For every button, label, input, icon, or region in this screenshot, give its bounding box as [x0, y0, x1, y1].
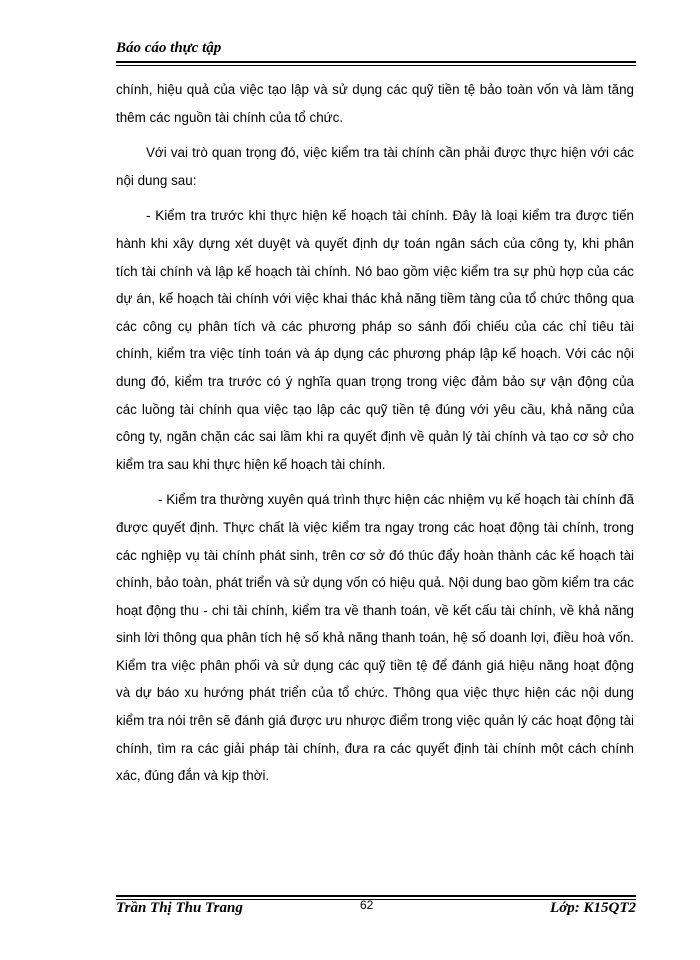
header-rule: [116, 61, 636, 66]
page-header-title: Báo cáo thực tập: [116, 40, 222, 56]
footer-author: Trần Thị Thu Trang: [116, 900, 243, 916]
footer-class-label: Lớp: K15QT2: [550, 900, 636, 916]
paragraph-continuation: chính, hiệu quả của việc tạo lập và sử dụng các quỹ tiền tệ bảo toàn vốn và làm tăng thêm các nguồn tài chính của tổ chức.: [116, 82, 634, 125]
paragraph-pre-check: - Kiểm tra trước khi thực hiện kế hoạch tài chính. Đây là loại kiểm tra được tiến hành khi xây dựng xét duyệt và quyết định dự toán ngân sách của công ty, khi phân tích tài chính và lập kế hoạch tài chính. Nó bao gồm việc kiểm tra sự phù hợp của các dự án, kế hoạch tài chính với việc khai thác khả năng tiềm tàng của tổ chức thông qua các công cụ phân tích và các phương pháp so sánh đối chiếu của các chỉ tiêu tài chính, kiểm tra việc tính toán và áp dụng các phương pháp lập kế hoạch. Với các nội dung đó, kiểm tra trước có ý nghĩa quan trọng trong việc đảm bảo sự vận động của các luồng tài chính qua việc tạo lập các quỹ tiền tệ đúng với yêu cầu, khả năng của công ty, ngăn chặn các sai lầm khi ra quyết định về quản lý tài chính và tạo cơ sở cho kiểm tra sau khi thực hiện kế hoạch tài chính.: [116, 208, 634, 472]
paragraph-intro: Với vai trò quan trọng đó, việc kiểm tra tài chính cần phải được thực hiện với các nội dung sau:: [116, 145, 634, 188]
document-body: [116, 76, 634, 798]
paragraph-regular-check: - Kiểm tra thường xuyên quá trình thực hiện các nhiệm vụ kế hoạch tài chính đã được quyết định. Thực chất là việc kiểm tra ngay trong các hoạt động tài chính, trong các nghiệp vụ tài chính phát sinh, trên cơ sở đó thúc đẩy hoàn thành các kế hoạch tài chính, bảo toàn, phát triển và sử dụng vốn có hiệu quả. Nội dung bao gồm kiểm tra các hoạt động thu - chi tài chính, kiểm tra về thanh toán, về kết cấu tài chính, về khả năng sinh lời thông qua phân tích hệ số khả năng thanh toán, hệ số doanh lợi, điều hoà vốn. Kiểm tra việc phân phối và sử dụng các quỹ tiền tệ để đánh giá hiệu năng hoạt động và dự báo xu hướng phát triển của tổ chức. Thông qua việc thực hiện các nội dung kiểm tra nói trên sẽ đánh giá được ưu nhược điểm trong việc quản lý các hoạt động tài chính, tìm ra các giải pháp tài chính, đưa ra các quyết định tài chính một cách chính xác, đúng đắn và kịp thời.: [116, 492, 634, 784]
footer-page-number: 62: [360, 898, 374, 912]
